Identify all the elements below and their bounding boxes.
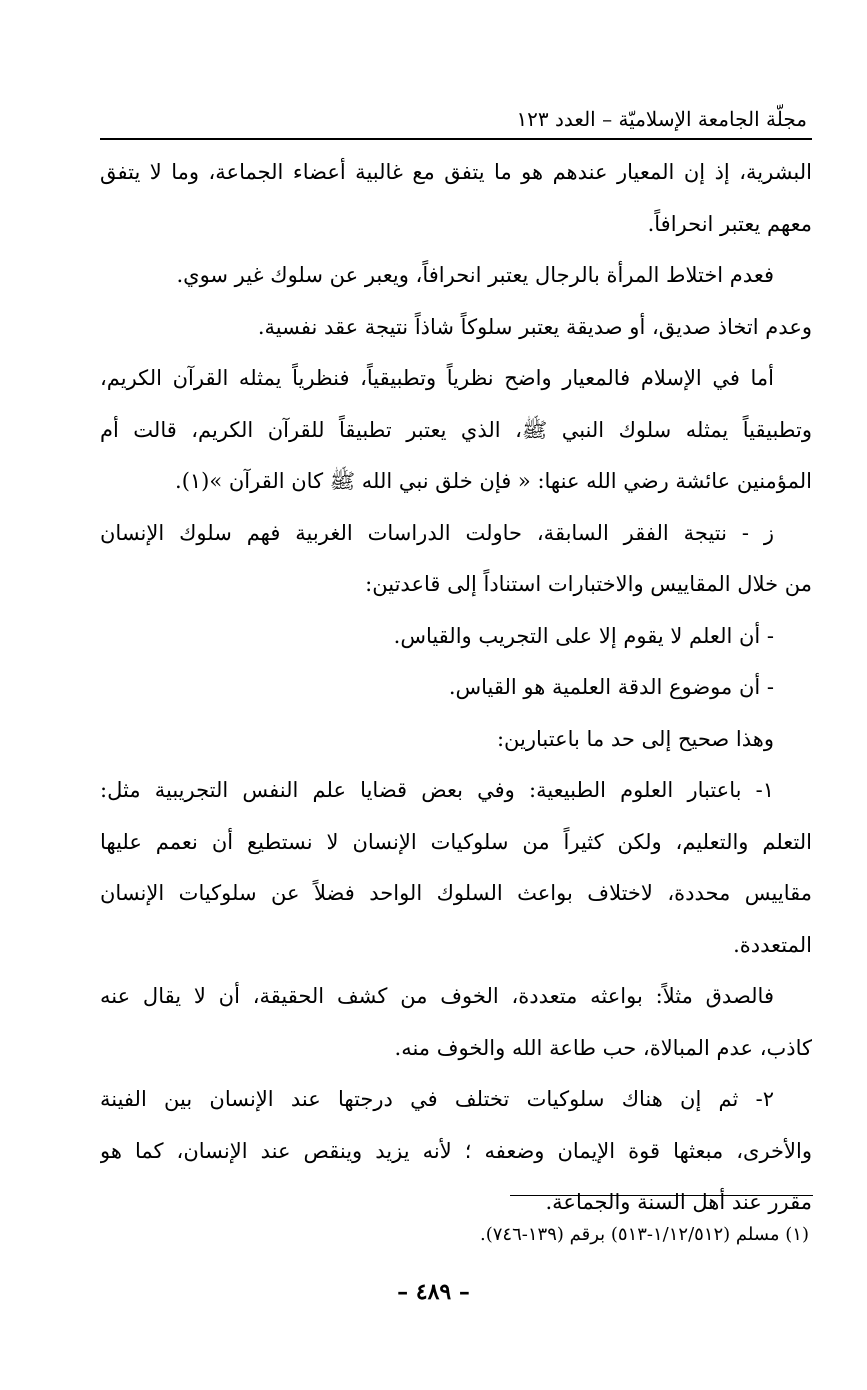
text-line: معهم يعتبر انحرافاً. bbox=[647, 211, 812, 236]
text-line: - أن موضوع الدقة العلمية هو القياس. bbox=[448, 675, 774, 699]
text-line: فعدم اختلاط المرأة بالرجال يعتبر انحرافاً، ويعبر عن سلوك غير سوي. bbox=[176, 263, 774, 287]
text-line: وهذا صحيح إلى حد ما باعتبارين: bbox=[496, 726, 774, 751]
text-line: فالصدق مثلاً: بواعثه متعددة، الخوف من كشف الحقيقة، أن لا يقال عنه bbox=[100, 984, 774, 1008]
text-line: التعلم والتعليم، ولكن كثيراً من سلوكيات الإنسان لا نستطيع أن نعمم عليها bbox=[100, 829, 812, 854]
text-line: المؤمنين عائشة رضي الله عنها: « فإن خلق نبي الله ﷺ كان القرآن »(١). bbox=[175, 469, 812, 493]
text-line: كاذب، عدم المبالاة، حب طاعة الله والخوف منه. bbox=[394, 1035, 812, 1060]
text-line: وتطبيقياً يمثله سلوك النبي ﷺ، الذي يعتبر تطبيقاً للقرآن الكريم، قالت أم bbox=[100, 417, 812, 442]
page-number: – ٤٨٩ – bbox=[397, 1279, 470, 1305]
text-line: وعدم اتخاذ صديق، أو صديقة يعتبر سلوكاً شاذاً نتيجة عقد نفسية. bbox=[257, 314, 812, 339]
text-line: مقاييس محددة، لاختلاف بواعث السلوك الواحد فضلاً عن سلوكيات الإنسان bbox=[100, 881, 812, 905]
footnote: (١) مسلم (١/١٢/٥١٢-٥١٣) برقم (١٣٩-٧٤٦). bbox=[480, 1224, 809, 1245]
text-line: أما في الإسلام فالمعيار واضح نظرياً وتطبيقياً، فنظرياً يمثله القرآن الكريم، bbox=[100, 366, 774, 390]
text-line: ١- باعتبار العلوم الطبيعية: وفي بعض قضايا علم النفس التجريبية مثل: bbox=[100, 778, 774, 802]
text-line: البشرية، إذ إن المعيار عندهم هو ما يتفق مع غالبية أعضاء الجماعة، وما لا يتفق bbox=[100, 160, 812, 184]
text-line: ز - نتيجة الفقر السابقة، حاولت الدراسات الغربية فهم سلوك الإنسان bbox=[100, 520, 774, 545]
text-line: من خلال المقاييس والاختبارات استناداً إلى قاعدتين: bbox=[365, 572, 812, 596]
header-divider bbox=[100, 138, 812, 140]
running-header: مجلّة الجامعة الإسلاميّة – العدد ١٢٣ bbox=[516, 107, 807, 131]
text-line: المتعددة. bbox=[733, 932, 812, 957]
text-line: مقرر عند أهل السنة والجماعة. bbox=[545, 1190, 812, 1214]
text-line: والأخرى، مبعثها قوة الإيمان وضعفه ؛ لأنه يزيد وينقص عند الإنسان، كما هو bbox=[100, 1138, 812, 1163]
text-line: ٢- ثم إن هناك سلوكيات تختلف في درجتها عند الإنسان بين الفينة bbox=[100, 1087, 774, 1111]
body-text bbox=[100, 147, 812, 1229]
text-line: - أن العلم لا يقوم إلا على التجريب والقياس. bbox=[393, 623, 774, 648]
footnote-divider bbox=[510, 1195, 813, 1196]
